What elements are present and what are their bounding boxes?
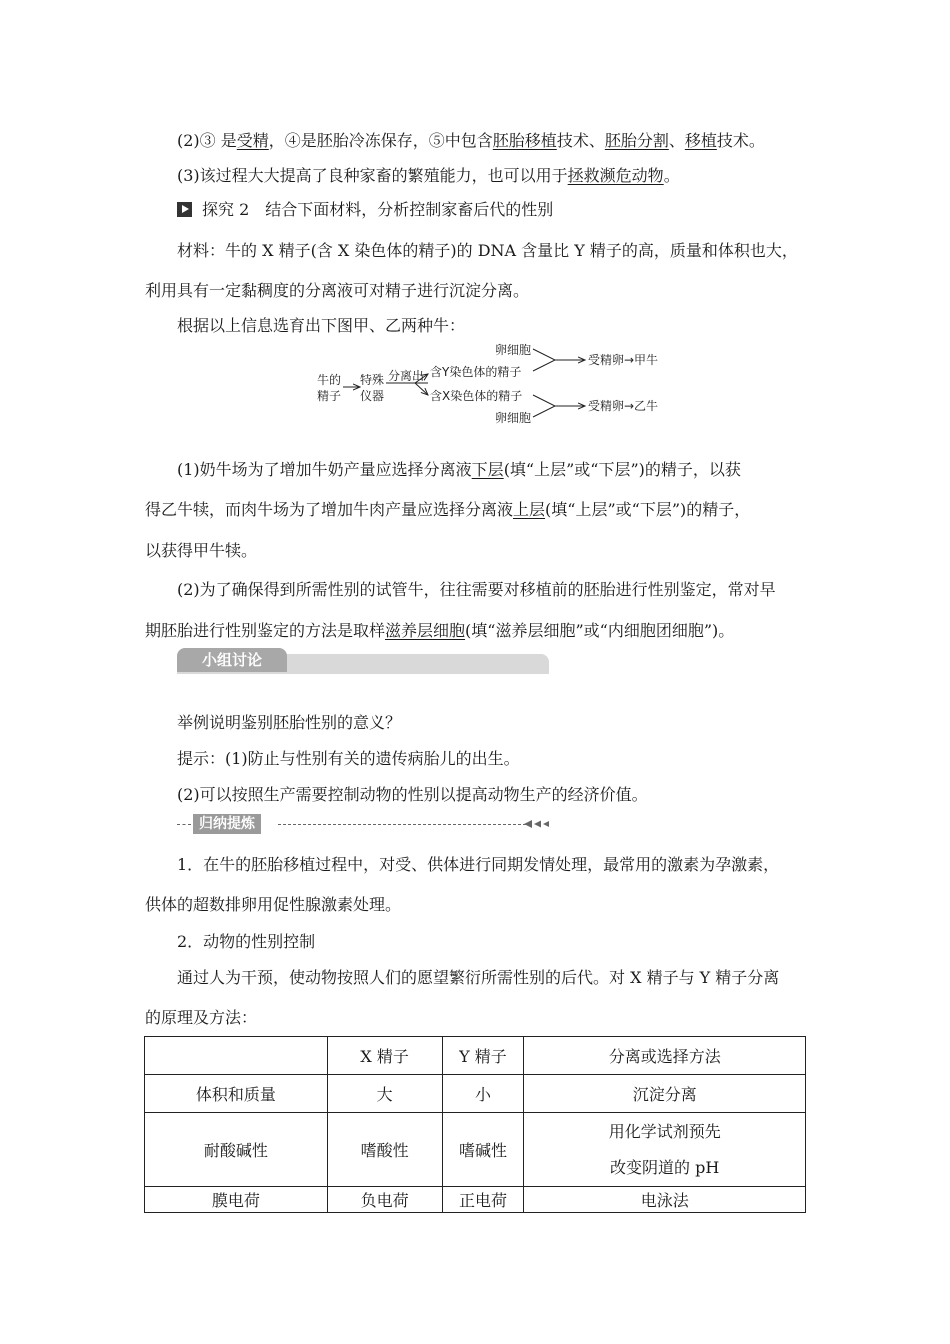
table-row (145, 1075, 806, 1113)
table-row (145, 1187, 806, 1213)
discussion-hint-1: 提示：(1)防止与性别有关的遗传病胎儿的出生。 (177, 749, 520, 768)
x-sperm-label: 含X染色体的精子 (430, 389, 523, 403)
merge-lines (533, 395, 555, 417)
summary-label: 归纳提炼 (193, 814, 261, 834)
dashed-rule (278, 824, 526, 825)
table-cell: 膜电荷 (145, 1187, 328, 1213)
table-header-cell: X 精子 (327, 1037, 442, 1075)
underlined-answer: 胚胎移植 (492, 131, 557, 150)
table-header-cell: 分离或选择方法 (524, 1037, 806, 1075)
underlined-answer: 拯救濒危动物 (567, 166, 664, 185)
diagram-intro: 根据以上信息选育出下图甲、乙两种牛： (177, 316, 466, 335)
arrow-tail-icon (524, 818, 554, 830)
underlined-answer: 移植 (684, 131, 717, 150)
dashed-rule (177, 824, 191, 825)
material-line-2: 利用具有一定黏稠度的分离液可对精子进行沉淀分离。 (145, 281, 530, 300)
table-header-cell: Y 精子 (442, 1037, 524, 1075)
table-cell: 嗜酸性 (327, 1113, 442, 1187)
paragraph-step-2: (2)③ 是受精，④是胚胎冷冻保存，⑤中包含胚胎移植技术、胚胎分割、移植技术。 (177, 131, 765, 150)
question-1-line-2: 得乙牛犊，而肉牛场为了增加牛肉产量应选择分离液上层(填“上层”或“下层”)的精子， (145, 500, 751, 519)
play-icon (177, 202, 192, 217)
table-cell: 正电荷 (442, 1187, 524, 1213)
question-1-line-1: (1)奶牛场为了增加牛奶产量应选择分离液下层(填“上层”或“下层”)的精子，以获 (177, 460, 741, 479)
breeding-diagram (300, 340, 700, 430)
table-row (145, 1113, 806, 1187)
table-header-cell (145, 1037, 328, 1075)
explore-heading: 探究 2 结合下面材料，分析控制家畜后代的性别 (177, 197, 553, 220)
table-cell: 嗜碱性 (442, 1113, 524, 1187)
arrow (415, 383, 428, 395)
table-cell: 体积和质量 (145, 1075, 328, 1113)
sperm-label: 牛的 (317, 373, 342, 387)
result-top: 受精卵→甲牛 (588, 353, 659, 367)
summary-item-1-line-2: 供体的超数排卵用促性腺激素处理。 (145, 895, 402, 914)
underlined-answer: 滋养层细胞 (385, 621, 466, 640)
summary-item-1-line-1: 1．在牛的胚胎移植过程中，对受、供体进行同期发情处理，最常用的激素为孕激素， (177, 855, 780, 874)
underlined-answer: 上层 (513, 500, 546, 519)
summary-item-2-line-1: 通过人为干预，使动物按照人们的愿望繁衍所需性别的后代。对 X 精子与 Y 精子分离 (177, 968, 780, 987)
table-cell: 电泳法 (524, 1187, 806, 1213)
table-cell: 大 (327, 1075, 442, 1113)
table-header-row (145, 1037, 806, 1075)
question-2-line-2: 期胚胎进行性别鉴定的方法是取样滋养层细胞(填“滋养层细胞”或“内细胞团细胞”)。 (145, 621, 735, 640)
instrument-label: 仪器 (360, 389, 385, 403)
summary-item-2: 2．动物的性别控制 (177, 932, 316, 951)
table-cell: 负电荷 (327, 1187, 442, 1213)
result-bottom: 受精卵→乙牛 (588, 399, 659, 413)
y-sperm-label: 含Y染色体的精子 (430, 365, 522, 379)
question-2-line-1: (2)为了确保得到所需性别的试管牛，往往需要对移植前的胚胎进行性别鉴定，常对早 (177, 580, 776, 599)
table-cell: 小 (442, 1075, 524, 1113)
discussion-hint-2: (2)可以按照生产需要控制动物的性别以提高动物生产的经济价值。 (177, 785, 648, 804)
egg-label: 卵细胞 (495, 343, 532, 357)
paragraph-step-3: (3)该过程大大提高了良种家畜的繁殖能力，也可以用于拯救濒危动物。 (177, 166, 680, 185)
underlined-answer: 下层 (471, 460, 504, 479)
sperm-label: 精子 (317, 389, 342, 403)
table-cell: 耐酸碱性 (145, 1113, 328, 1187)
egg-label: 卵细胞 (495, 411, 532, 425)
material-line-1: 材料：牛的 X 精子(含 X 染色体的精子)的 DNA 含量比 Y 精子的高，质量和体积也大， (177, 241, 798, 260)
table-cell: 用化学试剂预先 改变阴道的 pH (524, 1113, 806, 1187)
underlined-answer: 受精 (236, 131, 269, 150)
underlined-answer: 胚胎分割 (604, 131, 669, 150)
sperm-separation-table (144, 1036, 806, 1213)
merge-lines (533, 349, 555, 371)
group-discussion-tab: 小组讨论 (177, 648, 287, 672)
discussion-question: 举例说明鉴别胚胎性别的意义？ (177, 713, 402, 732)
question-1-line-3: 以获得甲牛犊。 (145, 541, 258, 560)
table-cell: 沉淀分离 (524, 1075, 806, 1113)
instrument-label: 特殊 (360, 373, 385, 387)
separate-label: 分离出 (388, 369, 425, 383)
summary-item-2-line-2: 的原理及方法： (145, 1008, 258, 1027)
